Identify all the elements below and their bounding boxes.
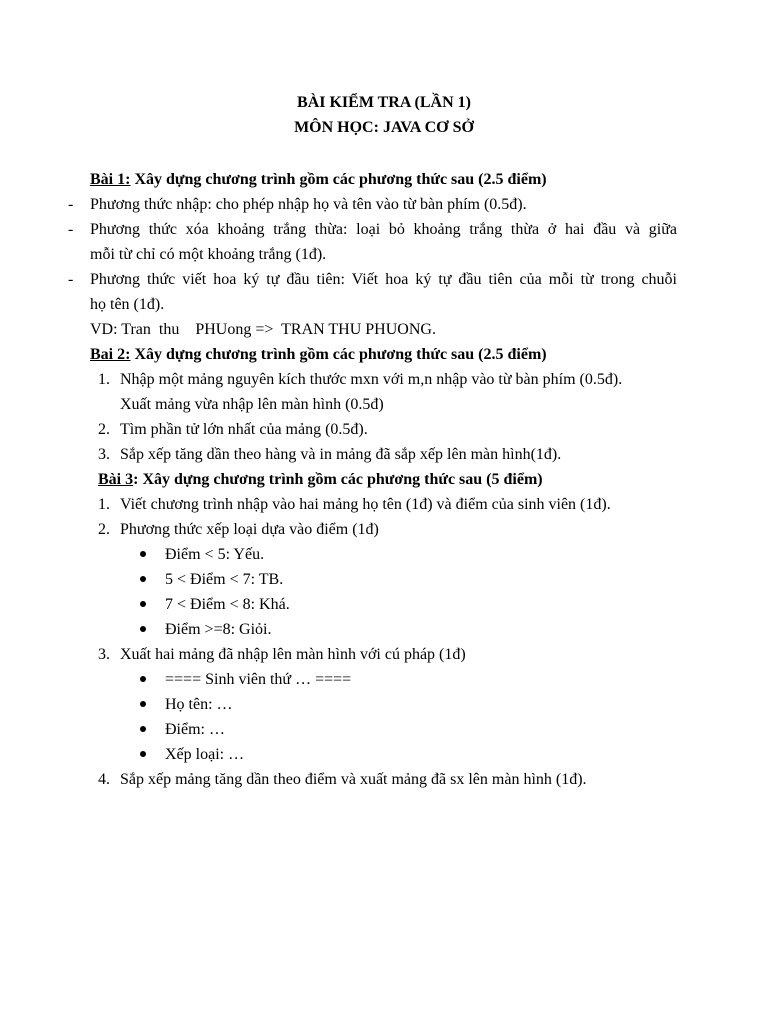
bai1-heading-text: Xây dựng chương trình gồm các phương thức sau (2.5 điểm) — [130, 171, 547, 188]
bullet-icon — [140, 551, 146, 557]
bai1-heading — [90, 167, 547, 192]
bai3-heading — [98, 467, 543, 492]
bai2-item-1-line2: Xuất mảng vừa nhập lên màn hình (0.5đ) — [120, 396, 384, 413]
bai1-item-2-line1: Phương thức xóa khoảng trắng thừa: loại bỏ khoảng trắng thừa ở hai đầu và giữa — [90, 221, 677, 238]
exam-title: BÀI KIỂM TRA (LẦN 1) — [297, 94, 471, 111]
bai1-item-3-line1: Phương thức viết hoa ký tự đầu tiên: Viết hoa ký tự đầu tiên của mỗi từ trong chuỗi — [90, 271, 677, 288]
format-item: Họ tên: … — [165, 696, 233, 713]
format-item: Xếp loại: … — [165, 746, 245, 763]
bullet-icon — [140, 751, 146, 757]
bullet-icon — [140, 701, 146, 707]
bai3-item-1: Viết chương trình nhập vào hai mảng họ tên (1đ) và điểm của sinh viên (1đ). — [120, 496, 611, 513]
bai2-num-2: 2. — [98, 421, 110, 438]
bai3-label: Bài 3 — [98, 471, 134, 488]
bai1-item-1: Phương thức nhập: cho phép nhập họ và tên vào từ bàn phím (0.5đ). — [90, 196, 527, 213]
grade-item: Điểm < 5: Yếu. — [165, 546, 265, 563]
format-item: Điểm: … — [165, 721, 225, 738]
bullet-icon — [140, 676, 146, 682]
bai1-dash-3: - — [68, 271, 74, 288]
bai2-label: Bai 2: — [90, 346, 131, 363]
subject-title: MÔN HỌC: JAVA CƠ SỞ — [294, 119, 474, 136]
bai2-num-1: 1. — [98, 371, 110, 388]
bai1-example: VD: Tran thu PHUong => TRAN THU PHUONG. — [90, 321, 436, 338]
bai2-item-2: Tìm phần tử lớn nhất của mảng (0.5đ). — [120, 421, 368, 438]
bai1-dash-1: - — [68, 196, 74, 213]
bullet-icon — [140, 726, 146, 732]
bai1-item-2-line2: mỗi từ chỉ có một khoảng trắng (1đ). — [90, 246, 327, 263]
bullet-icon — [140, 626, 146, 632]
bai3-item-4: Sắp xếp mảng tăng dần theo điểm và xuất mảng đã sx lên màn hình (1đ). — [120, 771, 587, 788]
bai2-heading-text: Xây dựng chương trình gồm các phương thức sau (2.5 điểm) — [130, 346, 547, 363]
bai2-item-1-line1: Nhập một mảng nguyên kích thước mxn với m,n nhập vào từ bàn phím (0.5đ). — [120, 371, 623, 388]
bai1-item-3-line2: họ tên (1đ). — [90, 296, 165, 313]
grade-item: Điểm >=8: Giỏi. — [165, 621, 272, 638]
format-item: ==== Sinh viên thứ … ==== — [165, 671, 352, 688]
bai3-heading-text: : Xây dựng chương trình gồm các phương thức sau (5 điểm) — [133, 471, 543, 488]
bai3-item-3: Xuất hai mảng đã nhập lên màn hình với cú pháp (1đ) — [120, 646, 466, 663]
bai2-item-3: Sắp xếp tăng dần theo hàng và in mảng đã sắp xếp lên màn hình(1đ). — [120, 446, 562, 463]
grade-item: 5 < Điểm < 7: TB. — [165, 571, 284, 588]
bullet-icon — [140, 576, 146, 582]
bullet-icon — [140, 601, 146, 607]
bai2-heading — [90, 342, 547, 367]
bai3-num-3: 3. — [98, 646, 110, 663]
bai2-num-3: 3. — [98, 446, 110, 463]
bai1-label: Bài 1: — [90, 171, 131, 188]
bai3-num-2: 2. — [98, 521, 110, 538]
bai1-dash-2: - — [68, 221, 74, 238]
grade-item: 7 < Điểm < 8: Khá. — [165, 596, 290, 613]
bai3-num-1: 1. — [98, 496, 110, 513]
bai3-item-2: Phương thức xếp loại dựa vào điểm (1đ) — [120, 521, 379, 538]
bai3-num-4: 4. — [98, 771, 110, 788]
